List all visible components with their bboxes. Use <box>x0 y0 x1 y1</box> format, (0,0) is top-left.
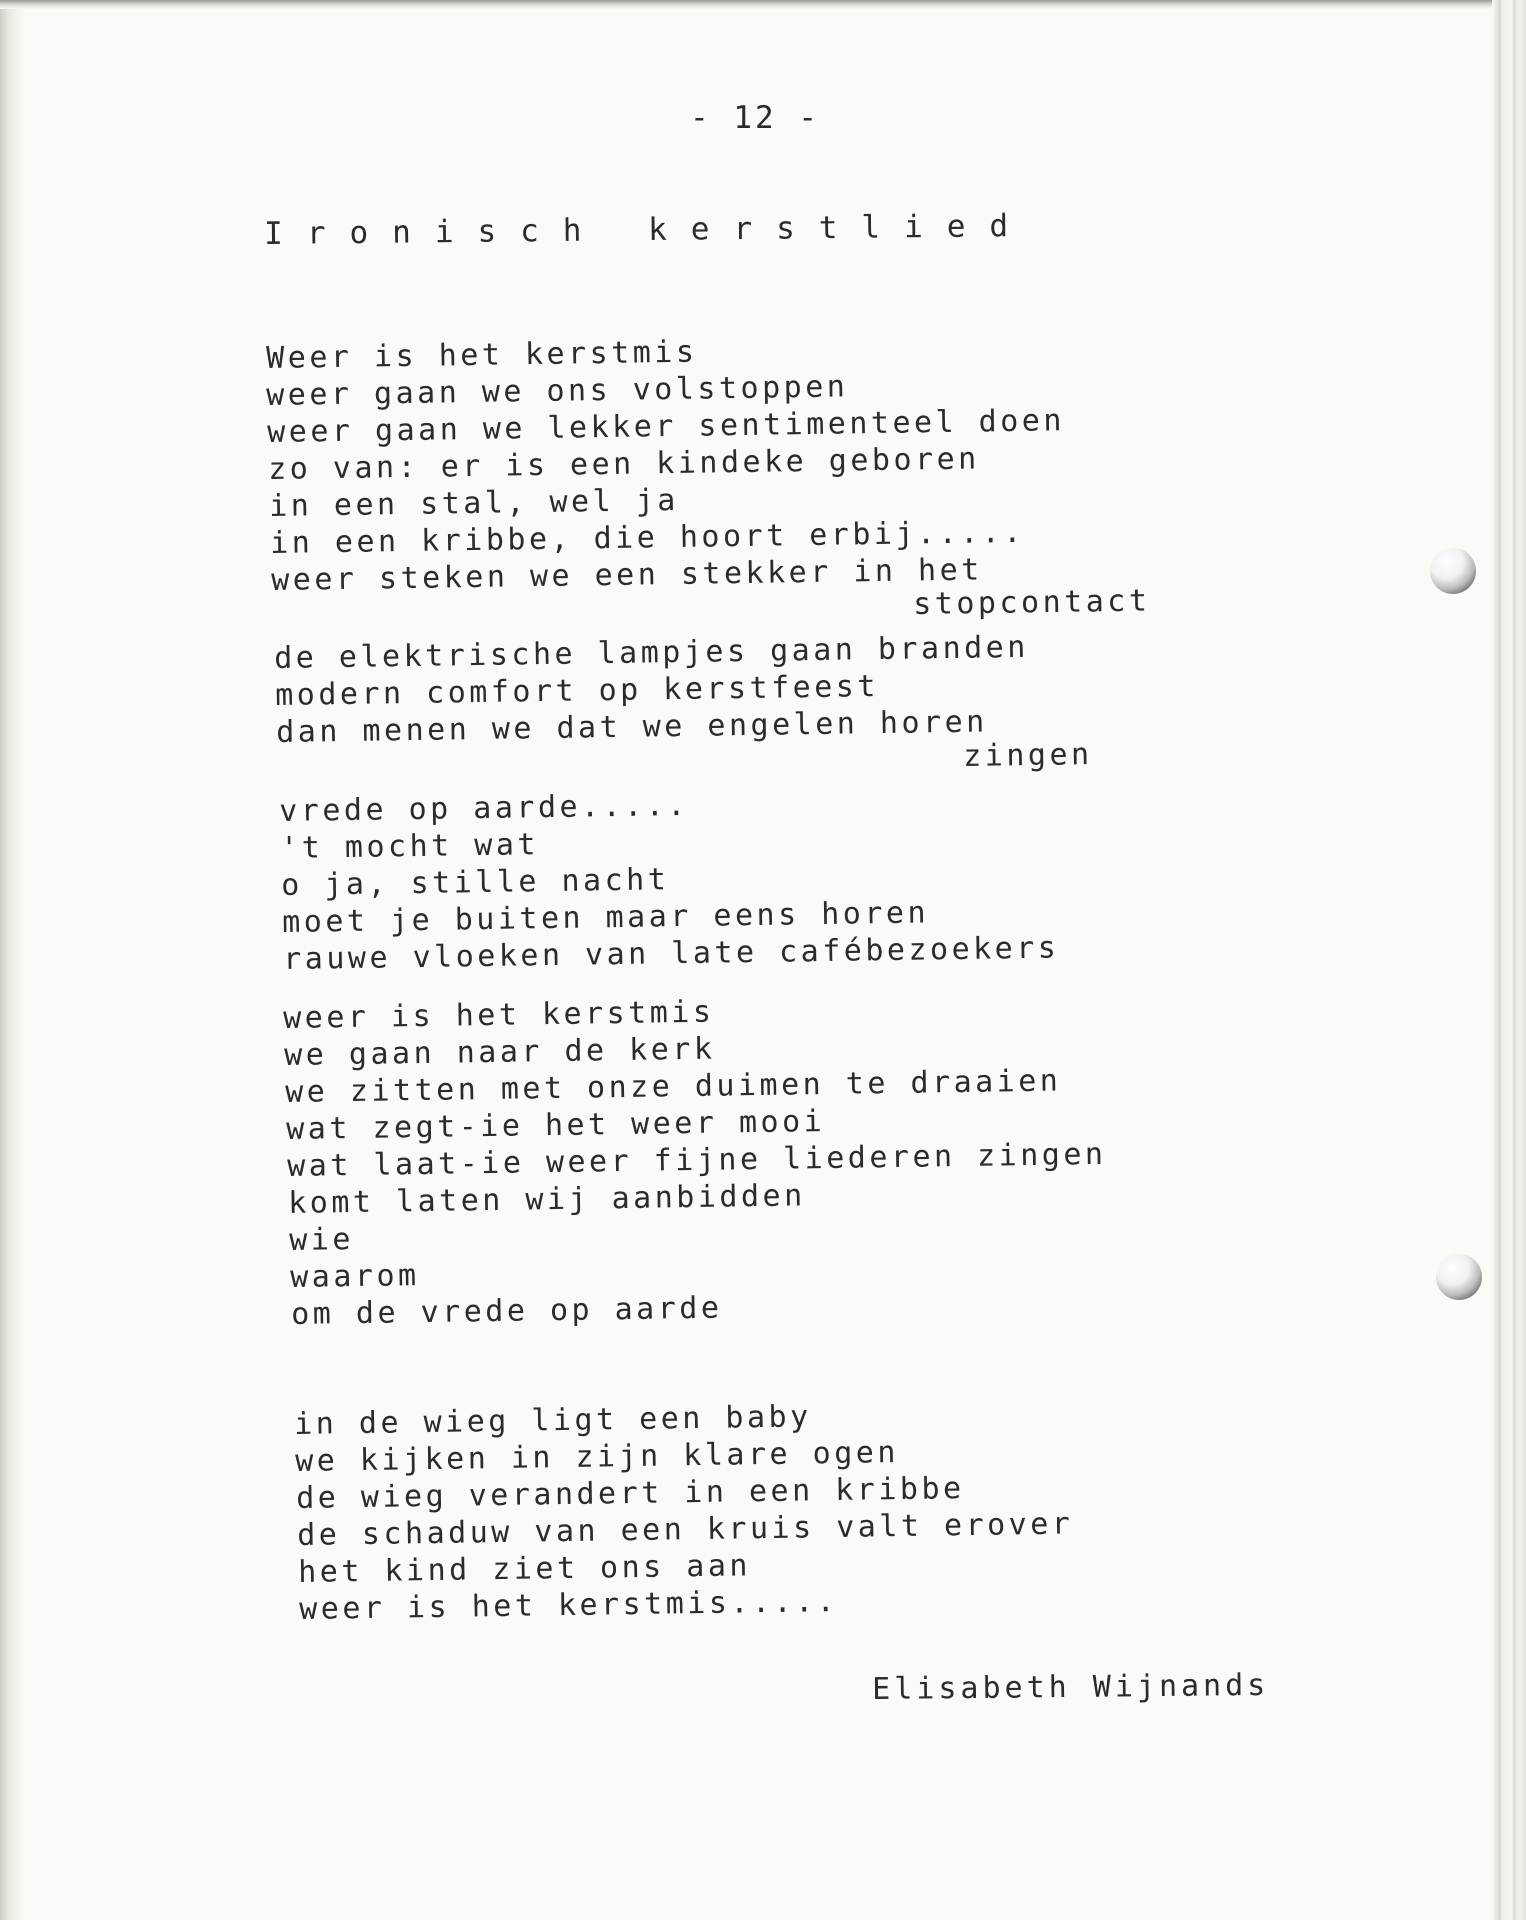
right-page-edge <box>1492 0 1526 1920</box>
poem-line: we zitten met onze duimen te draaien <box>284 1063 1062 1110</box>
poem-line: wat zegt-ie het weer mooi <box>285 1104 826 1147</box>
poem-line: in de wieg ligt een baby <box>293 1399 812 1442</box>
poem-line: om de vrede op aarde <box>290 1290 723 1332</box>
poem-line: het kind ziet ons aan <box>297 1548 752 1590</box>
poem-line: de schaduw van een kruis valt erover <box>296 1506 1074 1553</box>
poem-line: weer is het kerstmis..... <box>298 1584 839 1627</box>
poem-line: o ja, stille nacht <box>280 862 670 903</box>
poem-line: de wieg verandert in een kribbe <box>295 1471 965 1516</box>
poem-line: modern comfort op kerstfeest <box>274 669 880 713</box>
poem-line-continuation: stopcontact <box>912 583 1151 622</box>
poem-line: weer gaan we lekker sentimenteel doen <box>266 403 1066 450</box>
left-page-edge <box>0 0 26 1920</box>
poem-line: weer gaan we ons volstoppen <box>265 369 849 413</box>
poem-line: vrede op aarde..... <box>278 787 690 829</box>
poem-line: wie <box>288 1222 355 1258</box>
poem-line: Weer is het kerstmis <box>265 334 698 376</box>
poem-line: in een stal, wel ja <box>268 482 680 524</box>
poem-line: 't mocht wat <box>279 827 540 866</box>
poem-line: rauwe vloeken van late cafébezoekers <box>282 930 1060 977</box>
poem-line: de elektrische lampjes gaan branden <box>273 629 1030 676</box>
punch-hole-bottom <box>1436 1254 1482 1300</box>
poem-line: waarom <box>289 1258 420 1295</box>
poem-line: we gaan naar de kerk <box>283 1031 716 1073</box>
poem-line: wat laat-ie weer fijne liederen zingen <box>286 1136 1107 1184</box>
author-signature: Elisabeth Wijnands <box>872 1667 1270 1707</box>
poem-line: weer steken we een stekker in het <box>270 552 983 598</box>
poem-line: moet je buiten maar eens horen <box>281 895 930 940</box>
poem-line-continuation: zingen <box>962 737 1093 774</box>
poem-line: zo van: er is een kindeke geboren <box>267 441 980 487</box>
poem-line: in een kribbe, die hoort erbij..... <box>269 514 1026 561</box>
poem-title: Ironisch kerstlied <box>264 207 1033 252</box>
poem-line: komt laten wij aanbidden <box>287 1178 806 1221</box>
poem-line: we kijken in zijn klare ogen <box>294 1435 900 1479</box>
poem-line: dan menen we dat we engelen horen <box>275 704 988 750</box>
page-number: - 12 - <box>690 100 820 136</box>
poem-line: weer is het kerstmis <box>282 994 715 1036</box>
punch-hole-top <box>1430 548 1476 594</box>
top-page-edge <box>0 0 1526 9</box>
